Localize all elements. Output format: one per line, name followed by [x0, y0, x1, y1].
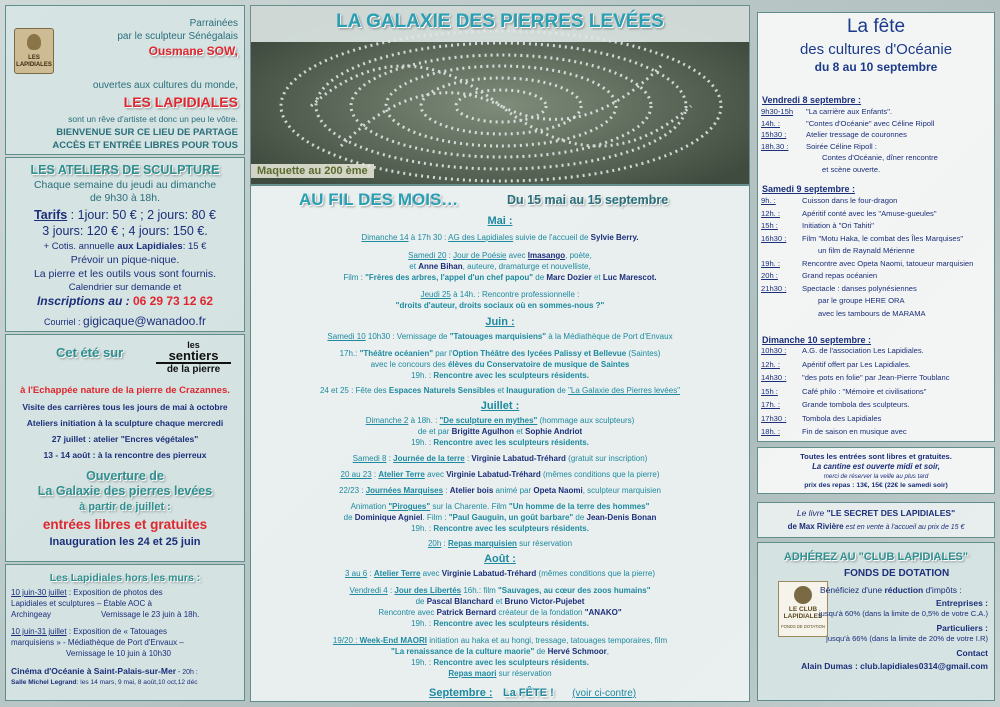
- schedule-time: 15h :: [761, 221, 778, 230]
- workshops-line: de 9h30 à 18h.: [89, 192, 161, 204]
- event-line: Vendredi 4 : Jour des Libertés 16h.: film "Sauvages, au cœur des zoos humains": [349, 586, 651, 595]
- friday-schedule: [758, 107, 994, 177]
- schedule-time: 16h30 :: [761, 233, 787, 243]
- festival-subtitle: des cultures d'Océanie: [799, 41, 953, 58]
- schedule-activity: Café philo : "Mémoire et civilisations": [802, 386, 927, 396]
- event-line: 3 au 6 : Atelier Terre avec Virginie Labatud-Tréhard (mêmes conditions que la pierre): [344, 569, 656, 578]
- schedule-activity: Fin de saison en musique avec: [802, 427, 907, 436]
- schedule-activity: Grand repas océanien: [802, 271, 878, 280]
- schedule-activity: Apéritif offert par Les Lapidiales.: [802, 359, 911, 369]
- prices-line: Tarifs : 1jour: 50 € ; 2 jours: 80 €: [34, 208, 216, 222]
- book-line: Le livre "LE SECRET DES LAPIDIALES": [796, 508, 956, 518]
- event-line: 24 et 25 : Fête des Espaces Naturels Sensibles et Inauguration de "La Galaxie des Pierres levées": [319, 386, 681, 395]
- sponsor-line: sont un rêve d'artiste et donc un peu le vôtre.: [68, 114, 238, 124]
- schedule-time: 17h30 :: [761, 413, 787, 423]
- event-line: "droits d'auteur, droits sociaux où en sommes-nous ?": [395, 301, 605, 310]
- festival-dates: du 8 au 10 septembre: [814, 60, 938, 74]
- sentiers-logo: les sentiers de la pierre: [156, 341, 231, 375]
- schedule-time: 18h. :: [761, 427, 780, 436]
- schedule-time: 9h30-15h: [761, 107, 794, 116]
- workshops-title: LES ATELIERS DE SCULPTURE: [30, 163, 220, 177]
- workshops-line: La pierre et les outils vous sont fournis.: [33, 268, 217, 280]
- schedule-activity: et scène ouverte.: [822, 164, 881, 174]
- event-line: 19h. : Rencontre avec les sculpteurs résidents.: [411, 524, 589, 533]
- day-sunday: Dimanche 10 septembre :: [762, 335, 872, 345]
- sentiers-line: 27 juillet : atelier "Encres végétales": [51, 434, 199, 444]
- see-opposite-link[interactable]: (voir ci-contre): [572, 688, 637, 699]
- event-line: Dimanche 2 à 18h. : "De sculpture en mythes" (hommage aux sculpteurs): [365, 416, 635, 425]
- schedule-activity: Grande tombola des sculpteurs.: [802, 400, 910, 409]
- sentiers-line: 13 - 14 août : à la rencontre des pierreux: [43, 450, 207, 460]
- event-line: et Anne Bihan, auteure, dramaturge et nouvelliste,: [409, 262, 591, 271]
- workshops-line: Calendrier sur demande et: [68, 282, 182, 293]
- workshops-box: [5, 157, 245, 332]
- schedule-activity: Cuisson dans le four-dragon: [802, 196, 898, 205]
- event-line: Dimanche 14 à 17h 30 : AG des Lapidiales suivie de l'accueil de Sylvie Berry.: [361, 233, 639, 242]
- schedule-time: 19h. :: [761, 258, 780, 268]
- membership-line: + Cotis. annuelle aux Lapidiales: 15 €: [43, 241, 207, 252]
- september-line: Septembre : La FÊTE ! (voir ci-contre): [429, 687, 637, 699]
- outside-title: Les Lapidiales hors les murs :: [49, 572, 201, 584]
- event-line: 17h.: "Théâtre océanien" par l'Option Théâtre des lycées Palissy et Bellevue (Saintes): [339, 349, 661, 358]
- sentiers-title: Cet été sur: [56, 345, 124, 360]
- month-july: Juillet :: [480, 400, 520, 412]
- event-line: Samedi 8 : Journée de la terre : Virginie Labatud-Tréhard (gratuit sur inscription): [352, 454, 648, 463]
- workshops-line: Chaque semaine du jeudi au dimanche: [33, 179, 217, 191]
- expo-line: 10 juin-31 juillet : Exposition de « Tatouages: [11, 627, 167, 636]
- club-subtitle: FONDS DE DOTATION: [844, 568, 950, 579]
- outside-walls-box: [5, 564, 245, 701]
- event-line: de et par Brigitte Agulhon et Sophie Andriot: [417, 427, 583, 436]
- event-line: 20h : Repas marquisien sur réservation: [427, 539, 573, 548]
- event-line: "La renaissance de la culture maorie" de Hervé Schmoor,: [391, 647, 609, 656]
- club-line: jusqu'à 66% (dans la limite de 20% de votre I.R): [826, 634, 988, 643]
- opening-line: à partir de juillet :: [79, 501, 171, 513]
- festival-box: [757, 12, 995, 442]
- expo-line: Vernissage le 23 juin à 18h.: [101, 610, 200, 619]
- schedule-activity: "Contes d'Océanie" avec Céline Ripoll: [806, 118, 935, 128]
- schedule-time: 21h30 :: [761, 283, 787, 293]
- expo-line: marquisiens » - Médiathèque de Port d'Envaux –: [11, 638, 184, 647]
- schedule-activity: Tombola des Lapidiales: [802, 413, 882, 423]
- months-range: Du 15 mai au 15 septembre: [507, 193, 669, 207]
- event-line: 19h. : Rencontre avec les sculpteurs résidents.: [411, 438, 589, 447]
- schedule-time: 15h30 :: [761, 130, 787, 139]
- months-title: AU FIL DES MOIS…: [299, 190, 459, 209]
- day-saturday: Samedi 9 septembre :: [762, 184, 856, 194]
- model-caption: Maquette au 200 ème: [251, 164, 374, 178]
- cinema-line: Salle Michel Legrand: les 14 mars, 9 mai, 8 août,10 oct,12 déc: [11, 679, 198, 686]
- month-may: Mai :: [487, 215, 513, 227]
- schedule-time: 15h :: [761, 386, 778, 396]
- sculptor-name: Ousmane SOW,: [148, 44, 238, 58]
- schedule-activity: Initiation à "Ori Tahiti": [802, 221, 874, 230]
- schedule-activity: Rencontre avec Opeta Naomi, tatoueur marquisien: [802, 258, 974, 268]
- event-line: de Dominique Agniel. Film : "Paul Gauguin, un goût barbare" de Jean-Denis Bonan: [343, 513, 657, 522]
- event-line: Samedi 10 10h30 : Vernissage de "Tatouages marquisiens" à la Médiathèque de Port d'Envaux: [327, 332, 673, 341]
- association-name: LES LAPIDIALES: [123, 94, 238, 110]
- reservation-line: merci de réserver la veille au plus tard: [823, 473, 929, 480]
- months-box: [250, 185, 750, 702]
- schedule-activity: avec les tambours de MARAMA: [818, 308, 926, 318]
- book-box: [757, 502, 995, 538]
- event-line: Jeudi 25 à 14h. : Rencontre professionnelle :: [420, 290, 580, 299]
- sentiers-line: à l'Echappée nature de la pierre de Crazannes.: [20, 385, 230, 396]
- club-title: ADHÉREZ AU "CLUB LAPIDIALES": [783, 551, 969, 563]
- schedule-time: 18h.30 :: [761, 141, 789, 151]
- book-line: de Max Rivière est en vente à l'accueil au prix de 15 €: [787, 522, 965, 531]
- event-line: 22/23 : Journées Marquises : Atelier bois animé par Opeta Naomi, sculpteur marquisien: [339, 486, 661, 495]
- event-line: Animation "Pirogues" sur la Charente. Film "Un homme de la terre des hommes": [350, 502, 650, 511]
- event-line: Repas maori sur réservation: [448, 669, 552, 678]
- schedule-time: 17h. :: [761, 400, 780, 409]
- sentiers-box: [5, 334, 245, 562]
- sponsor-line: par le sculpteur Sénégalais: [117, 31, 238, 42]
- club-line: Entreprises :: [936, 598, 988, 608]
- sunday-schedule: [758, 346, 994, 441]
- schedule-activity: Spectacle : danses polynésiennes: [802, 283, 917, 293]
- lapidiales-logo: LES LAPIDIALES: [14, 28, 54, 74]
- event-line: Samedi 20 : Jour de Poésie avec Imasango, poète,: [408, 251, 592, 260]
- schedule-activity: Contes d'Océanie, dîner rencontre: [822, 153, 938, 162]
- saturday-schedule: [758, 196, 994, 324]
- event-line: Film : "Frères des arbres, l'appel d'un chef papou" de Marc Dozier et Luc Marescot.: [343, 273, 657, 282]
- club-contact-email[interactable]: Alain Dumas : club.lapidiales0314@gmail.com: [801, 661, 988, 671]
- email-line: Courriel : gigicaque@wanadoo.fr: [44, 314, 206, 328]
- cinema-line: Cinéma d'Océanie à Saint-Palais-sur-Mer - 20h :: [11, 666, 198, 676]
- event-line: 19h. : Rencontre avec les sculpteurs résidents.: [411, 658, 589, 667]
- schedule-activity: un film de Raynald Mérienne: [818, 246, 915, 255]
- schedule-time: 10h30 :: [761, 346, 787, 355]
- schedule-activity: Soirée Céline Ripoll :: [806, 141, 877, 151]
- event-line: avec le concours des élèves du Conservatoire de musique de Saintes: [370, 360, 630, 369]
- sentiers-line: Ateliers initiation à la sculpture chaque mercredi: [26, 418, 224, 428]
- club-logo: LE CLUB LAPIDIALES FONDS DE DOTATION: [778, 581, 828, 637]
- schedule-activity: Film "Motu Haka, le combat des Îles Marquises": [802, 233, 964, 243]
- entries-line: Toutes les entrées sont libres et gratuites.: [800, 452, 952, 461]
- canteen-line: La cantine est ouverte midi et soir,: [812, 462, 940, 471]
- sponsor-box: [5, 5, 245, 155]
- sentiers-line: Visite des carrières tous les jours de mai à octobre: [22, 402, 228, 412]
- event-line: de Pascal Blanchard et Bruno Victor-Pujebet: [415, 597, 585, 606]
- opening-title: La Galaxie des pierres levées: [37, 484, 213, 498]
- sponsor-line: Parrainées: [189, 18, 238, 29]
- schedule-time: 12h. :: [761, 208, 780, 218]
- expo-line: Archingeay: [11, 610, 52, 619]
- welcome-line: BIENVENUE SUR CE LIEU DE PARTAGE: [56, 127, 238, 138]
- schedule-activity: "La carrière aux Enfants".: [806, 107, 893, 116]
- opening-title: Ouverture de: [86, 469, 164, 483]
- schedule-activity: A.G. de l'association Les Lapidiales.: [802, 346, 924, 355]
- sponsor-line: ouvertes aux cultures du monde,: [92, 80, 238, 91]
- club-line: Particuliers :: [936, 623, 988, 633]
- registration-line: Inscriptions au : 06 29 73 12 62: [36, 294, 214, 308]
- expo-line: Lapidiales et sculptures – Étable AOC à: [11, 599, 152, 608]
- expo-line: Vernissage le 10 juin à 10h30: [66, 649, 171, 658]
- hero-title: LA GALAXIE DES PIERRES LEVÉES: [336, 11, 664, 32]
- schedule-activity: Atelier tressage de couronnes: [806, 130, 907, 139]
- day-friday: Vendredi 8 septembre :: [762, 95, 862, 105]
- event-line: 19h. : Rencontre avec les sculpteurs résidents.: [411, 619, 589, 628]
- schedule-activity: Apéritif conté avec les "Amuse-gueules": [802, 208, 937, 218]
- festival-title: La fête: [846, 16, 906, 37]
- club-contact-label: Contact: [956, 648, 988, 658]
- email-link[interactable]: gigicaque@wanadoo.fr: [83, 314, 206, 328]
- prices-line: 3 jours: 120 € ; 4 jours: 150 €.: [42, 224, 208, 238]
- meal-prices: prix des repas : 13€, 15€ (22€ le samedi soir): [804, 482, 948, 489]
- event-line: Rencontre avec Patrick Bernard créateur de la fondation "ANAKO": [378, 608, 622, 617]
- schedule-time: 12h. :: [761, 359, 780, 369]
- galaxy-photo: [250, 5, 750, 185]
- event-line: 20 au 23 : Atelier Terre avec Virginie Labatud-Tréhard (mêmes conditions que la pierre): [340, 470, 660, 479]
- club-box: [757, 542, 995, 701]
- access-line: ACCÈS ET ENTRÉE LIBRES POUR TOUS: [52, 140, 238, 151]
- inauguration-line: Inauguration les 24 et 25 juin: [49, 536, 201, 548]
- free-entry: entrées libres et gratuites: [42, 517, 208, 532]
- schedule-activity: "des pots en folie" par Jean-Pierre Toublanc: [802, 373, 950, 382]
- club-line: jusqu'à 60% (dans la limite de 0,5% de votre C.A.): [818, 609, 988, 618]
- club-line: Bénéficiez d'une réduction d'impôts :: [820, 585, 962, 595]
- month-august: Août :: [484, 553, 516, 565]
- event-line: 19/20 : Week-End MAORI initiation au haka et au hongi, tressage, tatouages temporaires, film: [332, 636, 668, 645]
- schedule-time: 20h :: [761, 271, 778, 280]
- expo-line: 10 juin-30 juillet : Exposition de photos des: [11, 588, 163, 597]
- schedule-time: 14h30 :: [761, 373, 787, 382]
- workshops-line: Prévoir un pique-nique.: [70, 254, 180, 266]
- schedule-activity: par le groupe HERE ORA: [818, 296, 905, 305]
- entries-box: [757, 447, 995, 494]
- schedule-time: 9h. :: [761, 196, 776, 205]
- phone-number: 06 29 73 12 62: [132, 294, 214, 308]
- schedule-time: 14h. :: [761, 118, 780, 128]
- month-june: Juin :: [485, 316, 515, 328]
- event-line: 19h. : Rencontre avec les sculpteurs résidents.: [411, 371, 589, 380]
